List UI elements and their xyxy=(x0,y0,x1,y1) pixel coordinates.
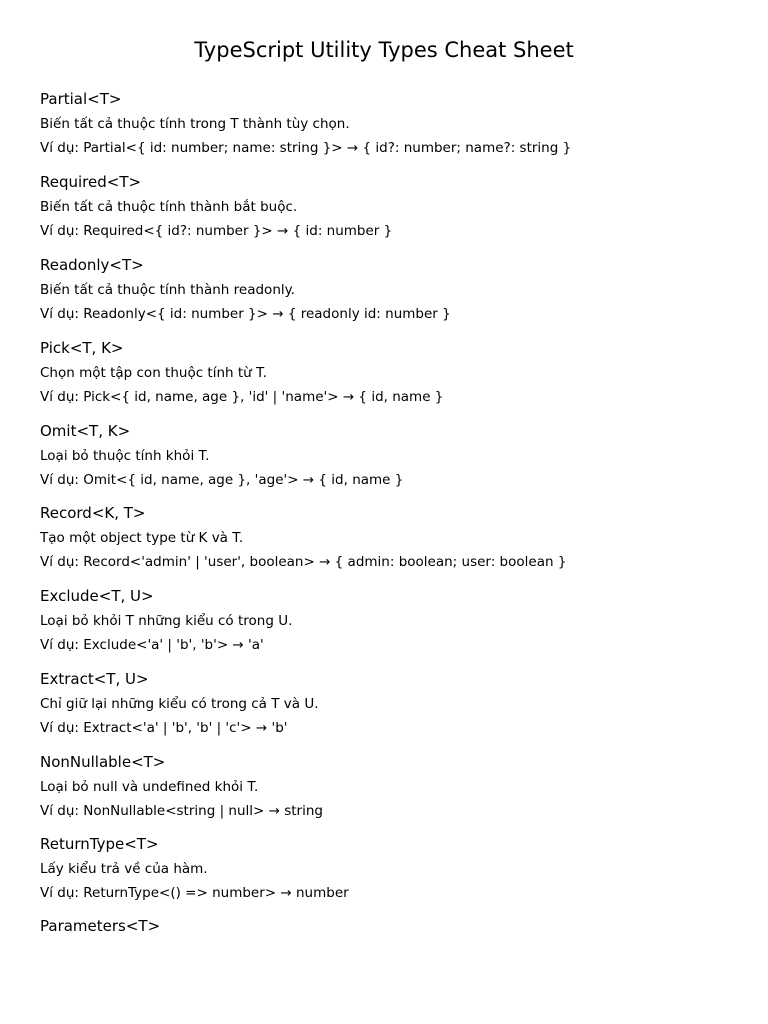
entry-example: Ví dụ: ReturnType<() => number> → number xyxy=(40,885,349,901)
entry-example: Ví dụ: Partial<{ id: number; name: string }> → { id?: number; name?: string } xyxy=(40,140,572,156)
entry-description: Loại bỏ thuộc tính khỏi T. xyxy=(40,448,210,464)
entry-title: Partial<T> xyxy=(40,90,122,108)
entry-example: Ví dụ: Required<{ id?: number }> → { id: number } xyxy=(40,223,393,239)
entry-example: Ví dụ: Exclude<'a' | 'b', 'b'> → 'a' xyxy=(40,637,264,653)
page-title: TypeScript Utility Types Cheat Sheet xyxy=(194,38,574,62)
entry-returntype xyxy=(40,835,740,901)
entry-description: Tạo một object type từ K và T. xyxy=(40,530,244,546)
entry-omit xyxy=(40,422,740,488)
entry-exclude xyxy=(40,587,740,653)
entry-description: Biến tất cả thuộc tính thành readonly. xyxy=(40,282,295,298)
entry-description: Biến tất cả thuộc tính trong T thành tùy chọn. xyxy=(40,116,350,132)
entry-title: Record<K, T> xyxy=(40,504,146,522)
entry-description: Chỉ giữ lại những kiểu có trong cả T và U. xyxy=(40,696,319,712)
entry-example: Ví dụ: NonNullable<string | null> → string xyxy=(40,803,323,819)
entry-example: Ví dụ: Record<'admin' | 'user', boolean> → { admin: boolean; user: boolean } xyxy=(40,554,567,570)
entry-description: Biến tất cả thuộc tính thành bắt buộc. xyxy=(40,199,298,215)
entry-nonnullable xyxy=(40,753,740,819)
entry-partial xyxy=(40,90,740,156)
entry-title: Extract<T, U> xyxy=(40,670,149,688)
entry-description: Loại bỏ null và undefined khỏi T. xyxy=(40,779,259,795)
entry-title: ReturnType<T> xyxy=(40,835,159,853)
entry-title: Omit<T, K> xyxy=(40,422,131,440)
entry-title: Required<T> xyxy=(40,173,142,191)
entry-title: NonNullable<T> xyxy=(40,753,166,771)
entry-title: Exclude<T, U> xyxy=(40,587,154,605)
entry-title: Readonly<T> xyxy=(40,256,144,274)
entry-readonly xyxy=(40,256,740,322)
entry-extract xyxy=(40,670,740,736)
entry-pick xyxy=(40,339,740,405)
entry-example: Ví dụ: Extract<'a' | 'b', 'b' | 'c'> → 'b' xyxy=(40,720,288,736)
entry-description: Loại bỏ khỏi T những kiểu có trong U. xyxy=(40,613,293,629)
entry-example: Ví dụ: Omit<{ id, name, age }, 'age'> → { id, name } xyxy=(40,472,404,488)
entry-title: Parameters<T> xyxy=(40,917,161,935)
entry-example: Ví dụ: Readonly<{ id: number }> → { readonly id: number } xyxy=(40,306,451,322)
entry-description: Lấy kiểu trả về của hàm. xyxy=(40,861,208,877)
entry-title: Pick<T, K> xyxy=(40,339,124,357)
entry-description: Chọn một tập con thuộc tính từ T. xyxy=(40,365,267,381)
entry-example: Ví dụ: Pick<{ id, name, age }, 'id' | 'name'> → { id, name } xyxy=(40,389,444,405)
entry-required xyxy=(40,173,740,239)
entry-parameters xyxy=(40,917,740,935)
entry-record xyxy=(40,504,740,570)
